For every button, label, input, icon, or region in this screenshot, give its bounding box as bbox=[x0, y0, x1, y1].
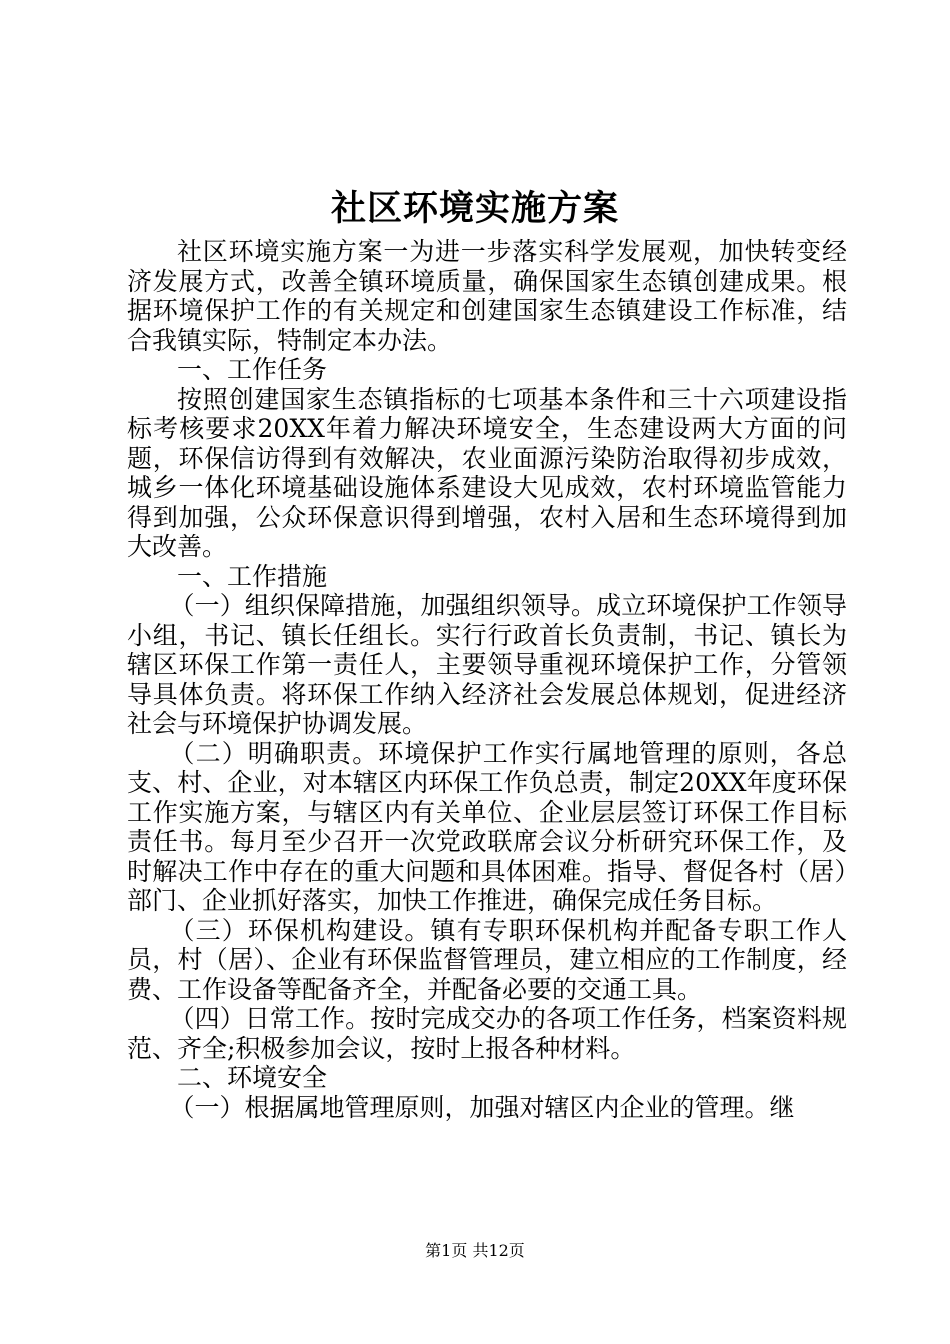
measure-paragraph-4: （四）日常工作。按时完成交办的各项工作任务，档案资料规范、齐全;积极参加会议，按时上报各种材料。 bbox=[127, 1004, 847, 1063]
measure-paragraph-2: （二）明确职责。环境保护工作实行属地管理的原则，各总支、村、企业，对本辖区内环保工作负总责，制定20XX年度环保工作实施方案，与辖区内有关单位、企业层层签订环保工作目标责任书。每月至少召开一次党政联席会议分析研究环保工作，及时解决工作中存在的重大问题和具体困难。指导、督促各村（居）部门、企业抓好落实，加快工作推进，确保完成任务目标。 bbox=[127, 738, 847, 915]
intro-paragraph: 社区环境实施方案一为进一步落实科学发展观，加快转变经济发展方式，改善全镇环境质量，确保国家生态镇创建成果。根据环境保护工作的有关规定和创建国家生态镇建设工作标准，结合我镇实际，特制定本办法。 bbox=[127, 237, 847, 355]
safety-paragraph-1: （一）根据属地管理原则，加强对辖区内企业的管理。继 bbox=[169, 1092, 795, 1122]
measure-paragraph-3: （三）环保机构建设。镇有专职环保机构并配备专职工作人员，村（居）、企业有环保监督管理员，建立相应的工作制度，经费、工作设备等配备齐全，并配备必要的交通工具。 bbox=[127, 915, 847, 1004]
document-title: 社区环境实施方案 bbox=[330, 188, 619, 229]
section-heading-safety: 二、环境安全 bbox=[177, 1063, 328, 1092]
page-footer: 第1页 共12页 bbox=[425, 1241, 525, 1260]
tasks-paragraph: 按照创建国家生态镇指标的七项基本条件和三十六项建设指标考核要求20XX年着力解决环境安全，生态建设两大方面的问题，环保信访得到有效解决，农业面源污染防治取得初步成效，城乡一体化环境基础设施体系建设大见成效，农村环境监管能力得到加强，公众环保意识得到增强，农村入居和生态环境得到加大改善。 bbox=[127, 384, 847, 561]
section-heading-measures: 一、工作措施 bbox=[177, 561, 328, 591]
document-body bbox=[127, 237, 847, 1122]
measure-paragraph-1: （一）组织保障措施，加强组织领导。成立环境保护工作领导小组，书记、镇长任组长。实行行政首长负责制，书记、镇长为辖区环保工作第一责任人，主要领导重视环境保护工作，分管领导具体负责。将环保工作纳入经济社会发展总体规划，促进经济社会与环境保护协调发展。 bbox=[127, 591, 847, 738]
section-heading-tasks: 一、工作任务 bbox=[177, 355, 328, 384]
